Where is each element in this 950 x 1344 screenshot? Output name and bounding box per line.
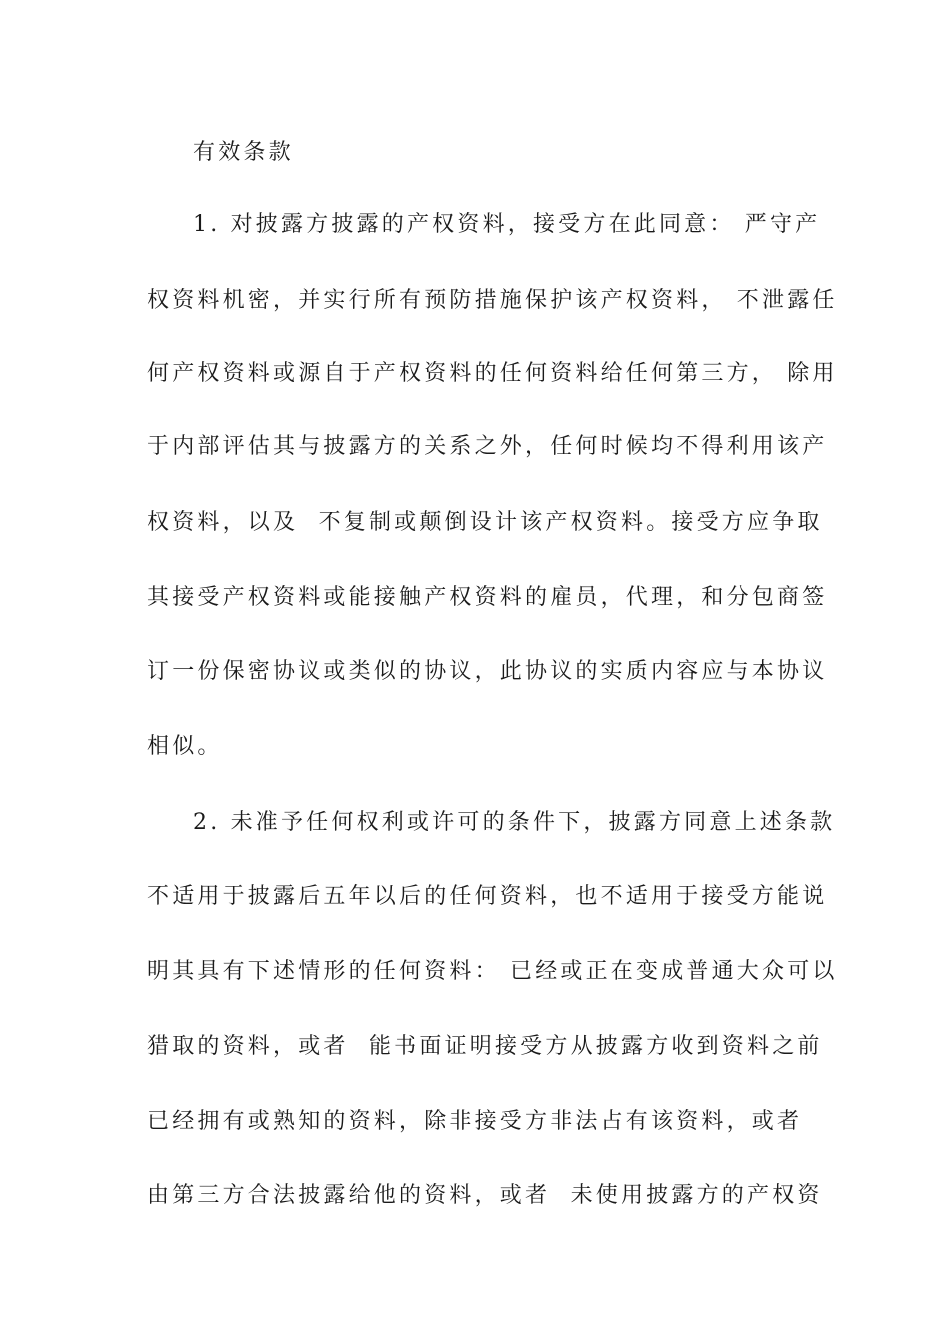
paragraph-line: 于内部评估其与披露方的关系之外，任何时候均不得利用该产	[147, 434, 828, 459]
paragraph-line: 1. 对披露方披露的产权资料，接受方在此同意： 严守产	[193, 212, 821, 237]
paragraph-line: 订一份保密协议或类似的协议，此协议的实质内容应与本协议	[147, 659, 828, 684]
paragraph-line: 其接受产权资料或能接触产权资料的雇员，代理，和分包商签	[147, 585, 828, 610]
paragraph-line: 已经拥有或熟知的资料，除非接受方非法占有该资料，或者	[147, 1109, 803, 1134]
paragraph-line: 不适用于披露后五年以后的任何资料，也不适用于接受方能说	[147, 884, 828, 909]
paragraph-line: 权资料，以及 不复制或颠倒设计该产权资料。接受方应争取	[147, 510, 823, 535]
paragraph-line: 猎取的资料，或者 能书面证明接受方从披露方收到资料之前	[147, 1034, 823, 1059]
paragraph-line: 由第三方合法披露给他的资料，或者 未使用披露方的产权资	[147, 1183, 823, 1208]
paragraph-line: 相似。	[147, 734, 223, 759]
section-heading: 有效条款	[193, 140, 294, 165]
paragraph-line: 明其具有下述情形的任何资料： 已经或正在变成普通大众可以	[147, 959, 838, 984]
paragraph-line: 2. 未准予任何权利或许可的条件下，披露方同意上述条款	[193, 810, 836, 835]
paragraph-line: 权资料机密，并实行所有预防措施保护该产权资料， 不泄露任	[147, 288, 838, 313]
paragraph-line: 何产权资料或源自于产权资料的任何资料给任何第三方， 除用	[147, 361, 838, 386]
